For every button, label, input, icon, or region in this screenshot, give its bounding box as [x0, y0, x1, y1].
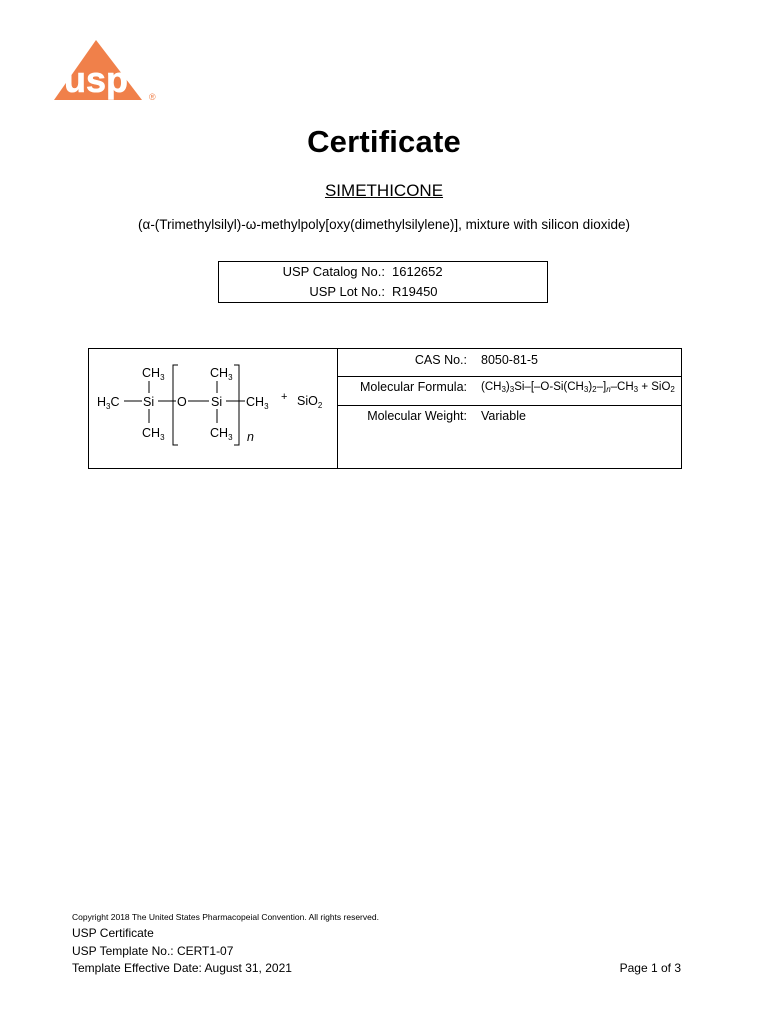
- catalog-label: USP Catalog No.:: [282, 264, 385, 279]
- footer-effective-date: Template Effective Date: August 31, 2021: [72, 961, 292, 975]
- svg-text:O: O: [177, 395, 187, 409]
- lot-value: R19450: [392, 284, 438, 299]
- formula-label: Molecular Formula:: [360, 380, 467, 394]
- svg-text:SiO2: SiO$_2$: [297, 394, 323, 410]
- footer-certificate-type: USP Certificate: [72, 926, 154, 940]
- chemical-name: (α-(Trimethylsilyl)-ω-methylpoly[oxy(dimethylsilylene)], mixture with silicon dioxide): [138, 217, 630, 232]
- weight-label: Molecular Weight:: [367, 409, 467, 423]
- product-name: SIMETHICONE: [324, 181, 444, 200]
- cas-row: [338, 349, 681, 377]
- lot-row: [219, 282, 547, 302]
- page-title: Certificate: [307, 124, 461, 159]
- cas-label: CAS No.:: [414, 353, 467, 367]
- svg-text:n: n: [247, 430, 254, 444]
- formula-row: [338, 377, 681, 406]
- svg-text:+: +: [281, 391, 288, 403]
- catalog-value: 1612652: [392, 264, 443, 279]
- svg-text:Si: Si: [143, 395, 155, 409]
- svg-text:CH3: $CH_3$: [210, 366, 233, 382]
- usp-logo: [54, 40, 162, 102]
- structure-cell: [89, 349, 338, 468]
- svg-text:H3C: $H_3C$: [97, 395, 120, 411]
- chemical-structure-diagram: [89, 349, 337, 468]
- weight-row: [338, 406, 681, 436]
- lot-label: USP Lot No.:: [309, 284, 385, 299]
- svg-text:CH3: $CH_3$: [246, 395, 269, 411]
- svg-text:CH3: $CH_3$: [142, 366, 165, 382]
- catalog-box: [218, 261, 548, 303]
- svg-text:Si: Si: [211, 395, 223, 409]
- formula-value: $(CH_3)_3Si-[-O-Si(CH_3)_2-]_n-CH_3 + SiO_2$: [481, 381, 675, 394]
- copyright-notice: Copyright 2018 The United States Pharmacopeial Convention. All rights reserved.: [72, 912, 379, 922]
- footer-template-number: USP Template No.: CERT1-07: [72, 944, 234, 958]
- page-number: Page 1 of 3: [619, 961, 681, 975]
- svg-text:CH3: $CH_3$: [142, 426, 165, 442]
- logo-text: usp: [64, 59, 129, 100]
- compound-info-table: [88, 348, 682, 469]
- catalog-row: [219, 262, 547, 282]
- weight-value: Variable: [481, 409, 526, 423]
- svg-text:CH3: $CH_3$: [210, 426, 233, 442]
- registered-mark: ®: [149, 92, 156, 102]
- cas-value: 8050-81-5: [481, 353, 538, 367]
